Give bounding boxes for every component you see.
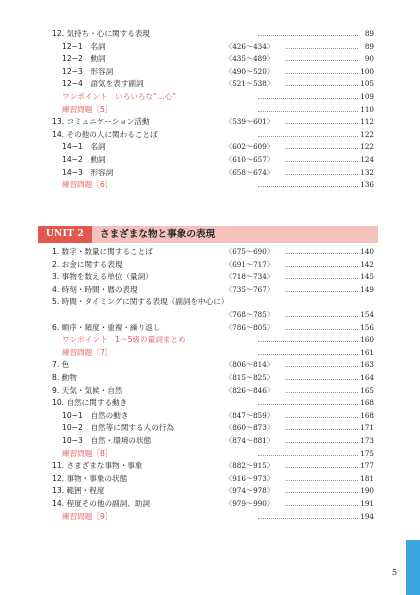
- toc-entry-title: 5. 時間・タイミングに関する表現（副詞を中心に）: [52, 297, 229, 307]
- toc-entry-title: 9. 天気・気候・自然: [52, 385, 123, 395]
- toc-entry-title: 7. 色: [52, 360, 70, 370]
- toc-dot-leader: [285, 467, 358, 468]
- toc-row: [0, 459, 420, 472]
- toc-dot-leader: [285, 379, 358, 380]
- toc-entry-range: 〈874～881〉: [225, 436, 275, 445]
- toc-row: [0, 166, 420, 179]
- toc-row: [0, 510, 420, 523]
- toc-entry-page: 105: [360, 79, 374, 89]
- toc-dot-leader: [285, 73, 358, 74]
- toc-dot-leader: [285, 417, 358, 418]
- toc-row: [0, 333, 420, 346]
- toc-entry-range: 〈860～873〉: [225, 423, 275, 433]
- toc-entry-page: 181: [360, 473, 374, 483]
- toc-row: [0, 52, 420, 65]
- page-number: 5: [392, 568, 398, 577]
- toc-dot-leader: [258, 35, 358, 36]
- toc-entry-page: 165: [360, 385, 374, 395]
- toc-entry-title: 14−2 動詞: [62, 155, 106, 164]
- toc-entry-title: 12−1 名詞: [62, 41, 106, 51]
- toc-dot-leader: [285, 123, 358, 124]
- toc-entry-page: 145: [360, 272, 374, 282]
- toc-row: [0, 103, 420, 116]
- toc-row: [0, 258, 420, 271]
- toc-dot-leader: [285, 492, 358, 493]
- toc-dot-leader: [285, 392, 358, 393]
- toc-entry-range: 〈435～489〉: [225, 54, 275, 64]
- toc-exercise-title: 練習問題［9］: [62, 511, 113, 521]
- toc-dot-leader: [285, 148, 358, 149]
- toc-entry-page: 194: [360, 511, 374, 521]
- toc-entry-page: 154: [360, 310, 374, 319]
- toc-row: [0, 283, 420, 296]
- toc-row: [0, 245, 420, 258]
- toc-entry-range: 〈979～990〉: [225, 499, 275, 508]
- toc-entry-range: 〈786～805〉: [225, 322, 275, 332]
- toc-row: [0, 472, 420, 485]
- toc-entry-page: 190: [360, 486, 374, 496]
- toc-dot-leader: [258, 354, 358, 355]
- toc-row: [0, 128, 420, 141]
- toc-entry-page: 168: [360, 398, 374, 408]
- toc-entry-range: 〈826～846〉: [225, 385, 275, 395]
- toc-entry-range: 〈882～915〉: [225, 461, 275, 471]
- toc-dot-leader: [285, 429, 358, 430]
- toc-row: [0, 371, 420, 384]
- toc-dot-leader: [285, 48, 358, 49]
- toc-entry-page: 175: [360, 448, 374, 458]
- toc-dot-leader: [258, 341, 358, 342]
- toc-exercise-title: 練習問題［8］: [62, 448, 113, 458]
- toc-row: [0, 447, 420, 460]
- corner-tab: [406, 540, 420, 595]
- toc-entry-page: 89: [364, 29, 374, 38]
- toc-entry-page: 160: [360, 335, 374, 345]
- toc-entry-title: 6. 順序・頻度・重複・繰り返し: [52, 322, 161, 332]
- toc-entry-page: 171: [360, 423, 374, 433]
- toc-entry-page: 100: [360, 66, 374, 76]
- toc-exercise-title: 練習問題［5］: [62, 104, 113, 114]
- toc-entry-page: 112: [360, 117, 374, 127]
- toc-entry-range: 〈768～785〉: [225, 310, 275, 319]
- toc-entry-range: 〈974～978〉: [225, 486, 275, 496]
- toc-dot-leader: [285, 253, 358, 254]
- toc-entry-title: 14−1 名詞: [62, 142, 106, 152]
- toc-entry-range: 〈691～717〉: [225, 259, 275, 269]
- toc-entry-title: 14. 程度その他の副詞、助詞: [52, 499, 151, 508]
- toc-dot-leader: [285, 329, 358, 330]
- toc-row: [0, 178, 420, 191]
- toc-entry-page: 149: [360, 284, 374, 294]
- toc-row: [0, 115, 420, 128]
- toc-exercise-title: ワンポイント いろいろな“…心”: [62, 92, 177, 101]
- toc-dot-leader: [285, 505, 358, 506]
- toc-dot-leader: [285, 291, 358, 292]
- toc-dot-leader: [258, 98, 358, 99]
- toc-dot-leader: [258, 186, 358, 187]
- toc-row: [0, 434, 420, 447]
- toc-entry-page: 89: [364, 41, 374, 51]
- toc-row: [0, 153, 420, 166]
- toc-entry-page: 109: [360, 92, 374, 101]
- toc-row: [0, 40, 420, 53]
- toc-row: [0, 421, 420, 434]
- toc-entry-page: 164: [360, 373, 374, 382]
- toc-entry-range: 〈675～690〉: [225, 247, 275, 256]
- toc-entry-range: 〈847～859〉: [225, 410, 275, 420]
- toc-entry-title: 2. お金に関する表現: [52, 259, 123, 269]
- toc-exercise-title: ワンポイント 1～5級の量詞まとめ: [62, 335, 186, 345]
- toc-row: [0, 484, 420, 497]
- toc-entry-title: 10−3 自然・環境の状態: [62, 436, 152, 445]
- toc-entry-page: 173: [360, 436, 374, 445]
- toc-entry-range: 〈735～767〉: [225, 284, 275, 294]
- toc-row: [0, 409, 420, 422]
- toc-exercise-title: 練習問題［6］: [62, 180, 113, 190]
- unit-header: [38, 226, 378, 243]
- toc-dot-leader: [258, 111, 358, 112]
- toc-entry-title: 13. 範囲・程度: [52, 486, 105, 496]
- toc-dot-leader: [285, 60, 358, 61]
- toc-row: [0, 346, 420, 359]
- toc-entry-title: 1. 数字・数量に関することば: [52, 247, 153, 256]
- toc-entry-page: 177: [360, 461, 374, 471]
- toc-row: [0, 497, 420, 510]
- toc-dot-leader: [285, 161, 358, 162]
- toc-entry-range: 〈539～601〉: [225, 117, 275, 127]
- toc-entry-title: 12−3 形容詞: [62, 66, 114, 76]
- toc-row: [0, 396, 420, 409]
- toc-entry-page: 122: [360, 129, 374, 139]
- toc-dot-leader: [285, 278, 358, 279]
- toc-dot-leader: [285, 85, 358, 86]
- toc-entry-range: 〈426～434〉: [225, 41, 275, 51]
- toc-row: [0, 65, 420, 78]
- toc-row: [0, 90, 420, 103]
- unit-label: UNIT 2: [38, 226, 92, 243]
- toc-entry-range: 〈806～814〉: [225, 360, 275, 370]
- toc-entry-title: 14. その他の人に関わることば: [52, 129, 158, 139]
- toc-dot-leader: [258, 518, 358, 519]
- toc-entry-range: 〈718～734〉: [225, 272, 275, 282]
- toc-entry-title: 13. コミュニケーション活動: [52, 117, 150, 127]
- toc-entry-range: 〈815～825〉: [225, 373, 275, 382]
- toc-row: [0, 384, 420, 397]
- toc-row: [0, 270, 420, 283]
- toc-entry-page: 124: [360, 155, 374, 164]
- toc-entry-page: 122: [360, 142, 374, 152]
- toc-dot-leader: [258, 136, 358, 137]
- toc-dot-leader: [285, 316, 358, 317]
- toc-entry-range: 〈602～609〉: [225, 142, 275, 152]
- toc-entry-page: 163: [360, 360, 374, 370]
- toc-row: [0, 77, 420, 90]
- toc-row: [0, 308, 420, 321]
- toc-entry-title: 10−1 自然の動き: [62, 410, 129, 420]
- toc-row: [0, 358, 420, 371]
- toc-entry-title: 4. 時刻・時間・暦の表現: [52, 284, 138, 294]
- toc-entry-title: 10−2 自然等に関する人の行為: [62, 423, 174, 433]
- toc-dot-leader: [285, 174, 358, 175]
- toc-dot-leader: [285, 366, 358, 367]
- toc-row: [0, 27, 420, 40]
- toc-entry-page: 90: [364, 54, 374, 64]
- toc-entry-range: 〈610～657〉: [225, 155, 275, 164]
- toc-entry-title: 12−2 動詞: [62, 54, 106, 64]
- toc-dot-leader: [285, 480, 358, 481]
- toc-entry-title: 12. 気持ち・心に関する表現: [52, 29, 151, 38]
- toc-entry-title: 12. 事物・事象の状態: [52, 473, 128, 483]
- toc-entry-range: 〈658～674〉: [225, 167, 275, 177]
- toc-dot-leader: [258, 455, 358, 456]
- toc-dot-leader: [285, 442, 358, 443]
- toc-row: [0, 295, 420, 308]
- toc-entry-page: 110: [360, 104, 374, 114]
- toc-entry-page: 161: [360, 347, 374, 357]
- toc-entry-page: 132: [360, 167, 374, 177]
- toc-entry-page: 191: [360, 499, 374, 508]
- toc-exercise-title: 練習問題［7］: [62, 347, 113, 357]
- toc-entry-range: 〈490～520〉: [225, 66, 275, 76]
- toc-dot-leader: [258, 404, 358, 405]
- toc-entry-page: 142: [360, 259, 374, 269]
- toc-entry-page: 156: [360, 322, 374, 332]
- toc-entry-page: 136: [360, 180, 374, 190]
- toc-entry-page: 168: [360, 410, 374, 420]
- toc-entry-title: 8. 動物: [52, 373, 77, 382]
- toc-entry-title: 10. 自然に関する動き: [52, 398, 128, 408]
- toc-entry-title: 14−3 形容詞: [62, 167, 114, 177]
- toc-entry-page: 140: [360, 247, 374, 256]
- toc-entry-range: 〈916～973〉: [225, 473, 275, 483]
- toc-row: [0, 140, 420, 153]
- unit-title: さまざまな物と事象の表現: [100, 229, 216, 240]
- toc-dot-leader: [285, 266, 358, 267]
- toc-row: [0, 321, 420, 334]
- toc-entry-range: 〈521～538〉: [225, 79, 275, 89]
- toc-entry-title: 12−4 語気を表す副詞: [62, 79, 144, 89]
- toc-entry-title: 11. さまざまな事物・事象: [52, 461, 143, 471]
- toc-entry-title: 3. 事物を数える単位（量詞）: [52, 272, 153, 282]
